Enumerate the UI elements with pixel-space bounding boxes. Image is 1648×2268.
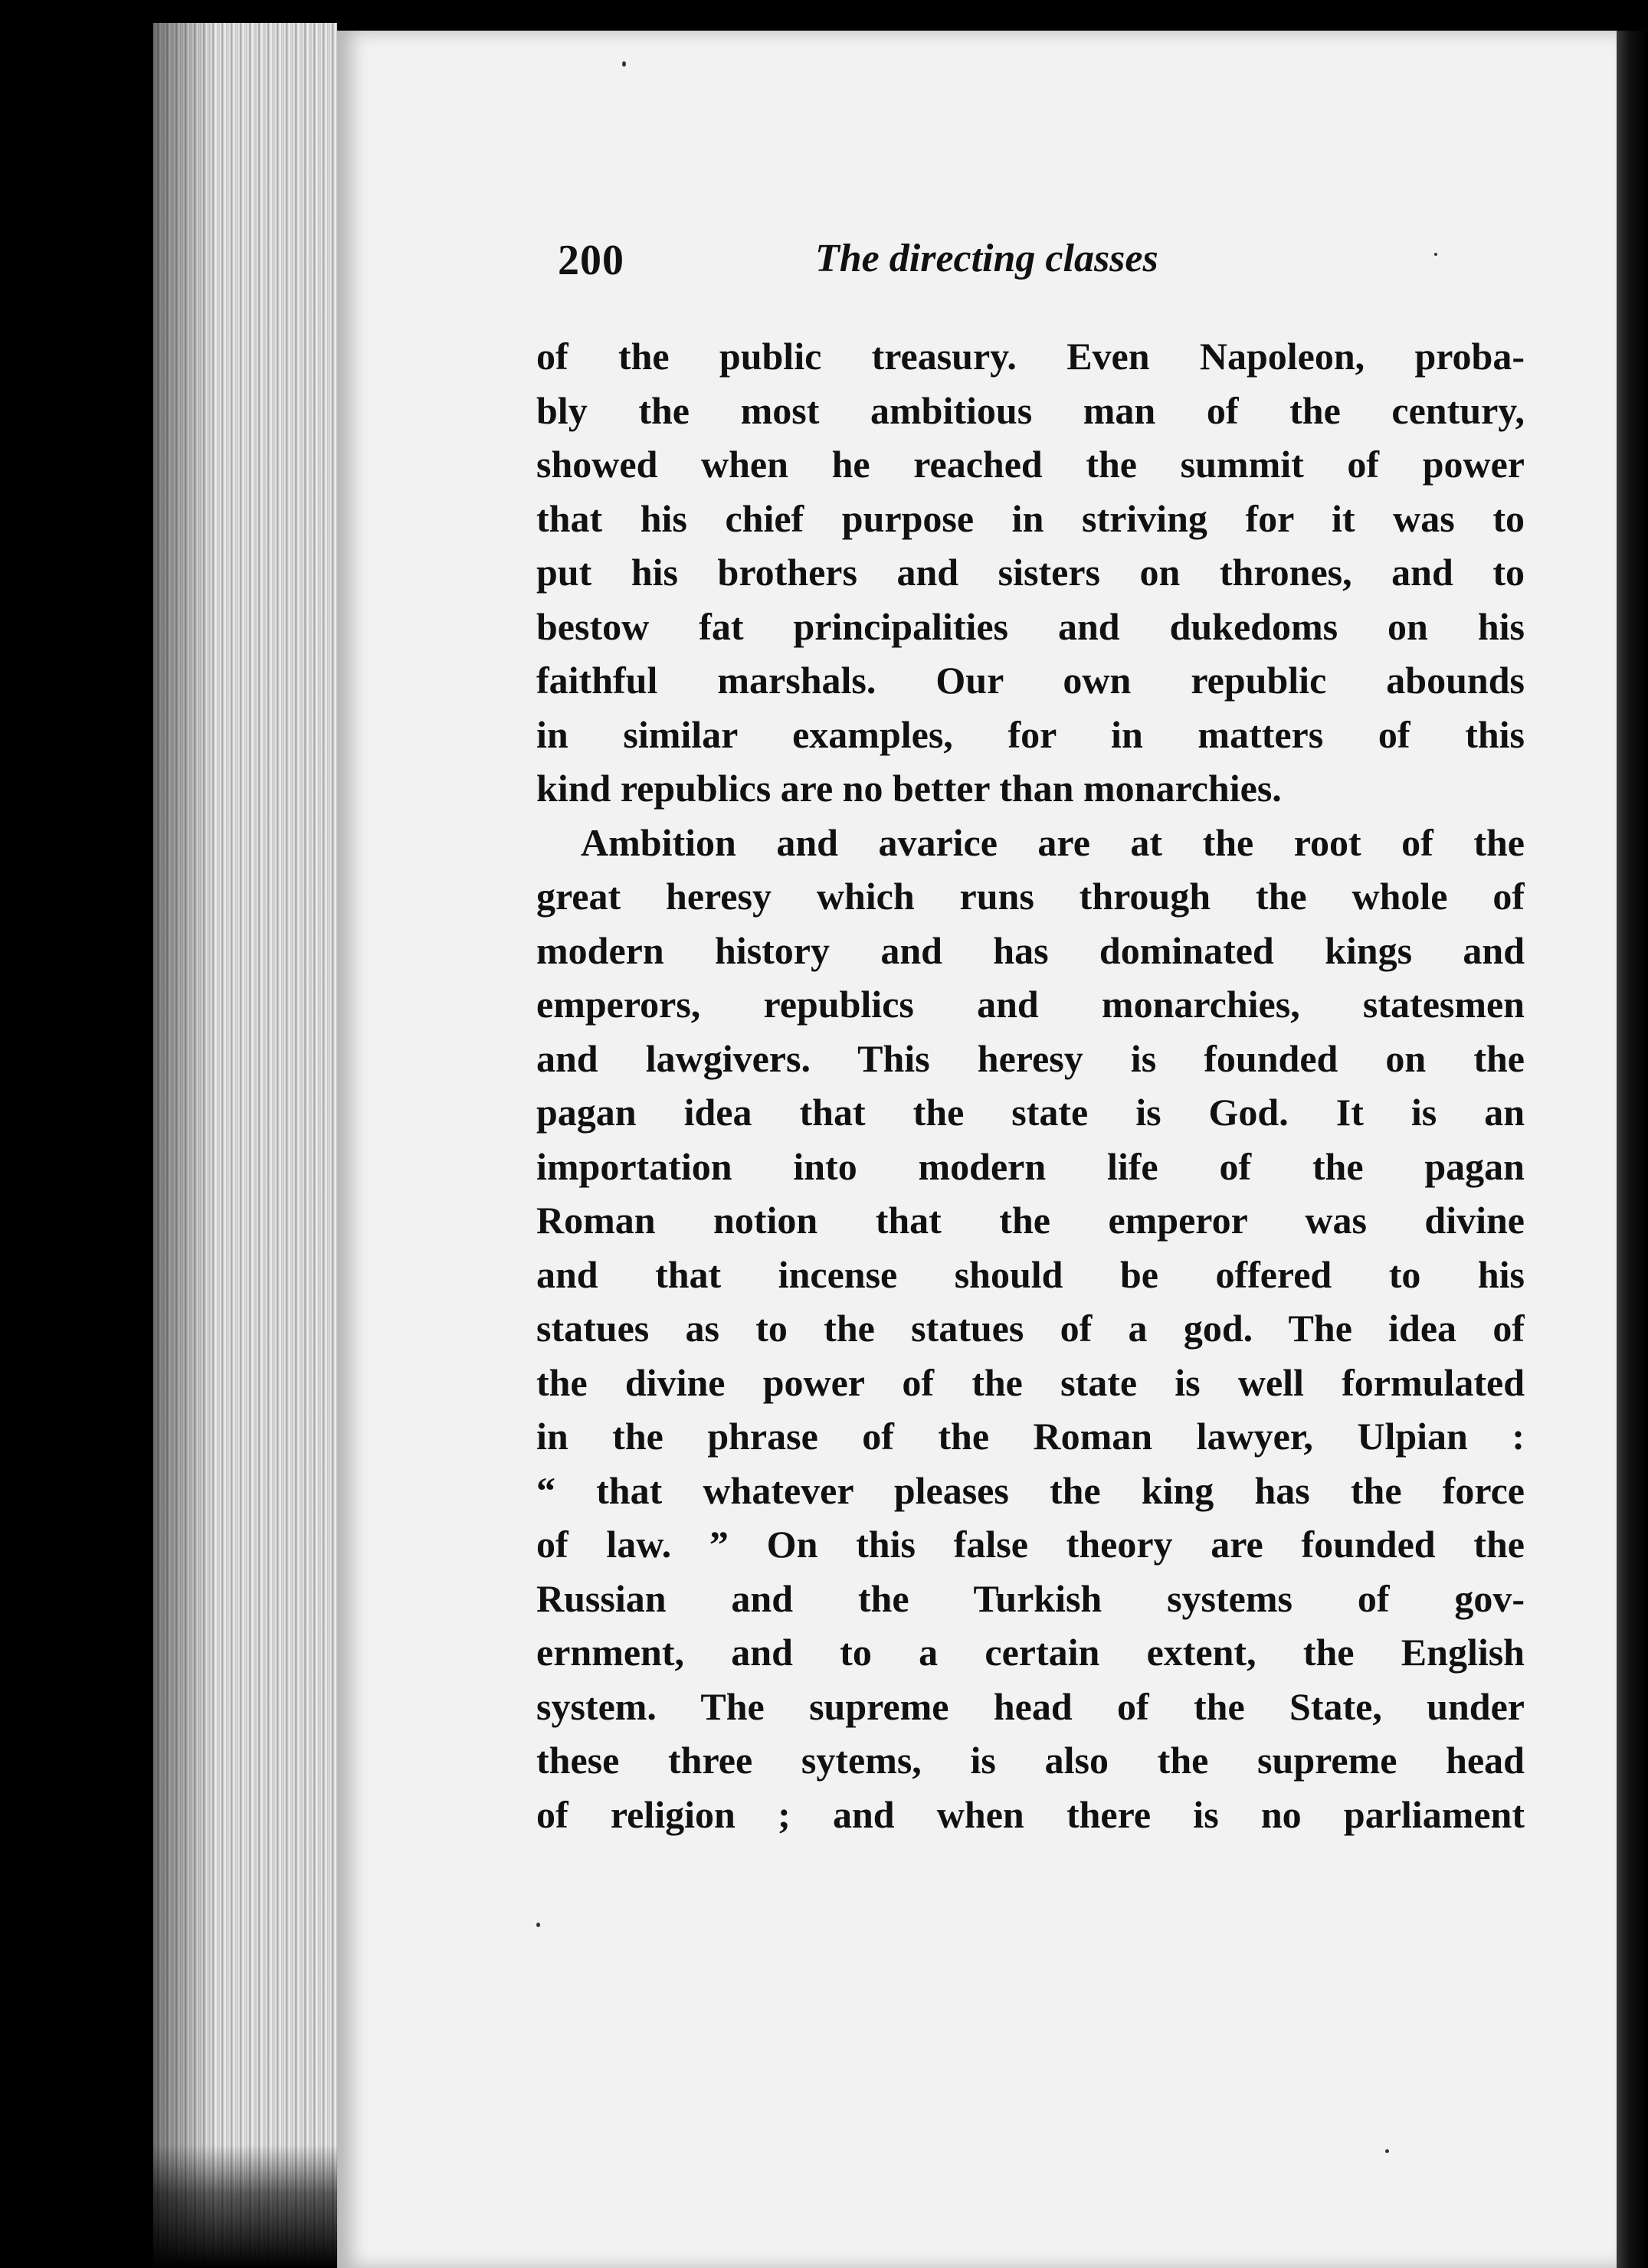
text-line: statues as to the statues of a god. The idea of — [536, 1307, 1525, 1350]
paragraph-start-line: Ambition and avarice are at the root of the — [581, 820, 1525, 864]
text-line: bestow fat principalities and dukedoms on his — [536, 604, 1525, 648]
text-line: importation into modern life of the pagan — [536, 1144, 1525, 1188]
text-line: of religion ; and when there is no parliament — [536, 1792, 1525, 1836]
text-line: bly the most ambitious man of the century, — [536, 388, 1525, 432]
text-line: and that incense should be offered to his — [536, 1252, 1525, 1296]
text-line: faithful marshals. Our own republic abounds — [536, 659, 1525, 702]
text-line: Russian and the Turkish systems of gov- — [536, 1576, 1525, 1620]
text-line: that his chief purpose in striving for it was to — [536, 496, 1525, 540]
scan-speck — [622, 61, 626, 67]
text-line: in similar examples, for in matters of this — [536, 712, 1525, 756]
text-line: kind republics are no better than monarchies. — [536, 767, 1282, 810]
text-line: emperors, republics and monarchies, statesmen — [536, 983, 1525, 1026]
scan-speck — [1434, 253, 1437, 256]
text-line: showed when he reached the summit of power — [536, 443, 1525, 486]
text-line: of the public treasury. Even Napoleon, proba- — [536, 335, 1525, 378]
text-line: ernment, and to a certain extent, the English — [536, 1631, 1525, 1674]
bottom-shadow — [61, 2145, 368, 2268]
text-line: modern history and has dominated kings and — [536, 928, 1525, 972]
text-line: “ that whatever pleases the king has the force — [536, 1468, 1525, 1512]
running-head — [558, 236, 1324, 297]
page-number: 200 — [558, 237, 624, 284]
scan-speck — [1385, 2149, 1389, 2153]
text-line: in the phrase of the Roman lawyer, Ulpian : — [536, 1415, 1525, 1458]
text-line: pagan idea that the state is God. It is an — [536, 1091, 1525, 1134]
text-line: these three sytems, is also the supreme head — [536, 1739, 1525, 1782]
text-line: Roman notion that the emperor was divine — [536, 1199, 1525, 1242]
page-right-edge — [1617, 31, 1648, 2268]
gutter-shadow — [61, 0, 215, 2268]
text-line: of law. ” On this false theory are founded the — [536, 1523, 1525, 1566]
body-text — [536, 329, 1525, 1841]
text-line: and lawgivers. This heresy is founded on the — [536, 1036, 1525, 1080]
text-line: great heresy which runs through the whole of — [536, 875, 1525, 918]
text-line: system. The supreme head of the State, under — [536, 1684, 1525, 1728]
text-line: put his brothers and sisters on thrones, and to — [536, 551, 1525, 594]
text-line: the divine power of the state is well formulated — [536, 1360, 1525, 1404]
scan-speck — [536, 1923, 540, 1927]
running-title: The directing classes — [815, 237, 1158, 280]
